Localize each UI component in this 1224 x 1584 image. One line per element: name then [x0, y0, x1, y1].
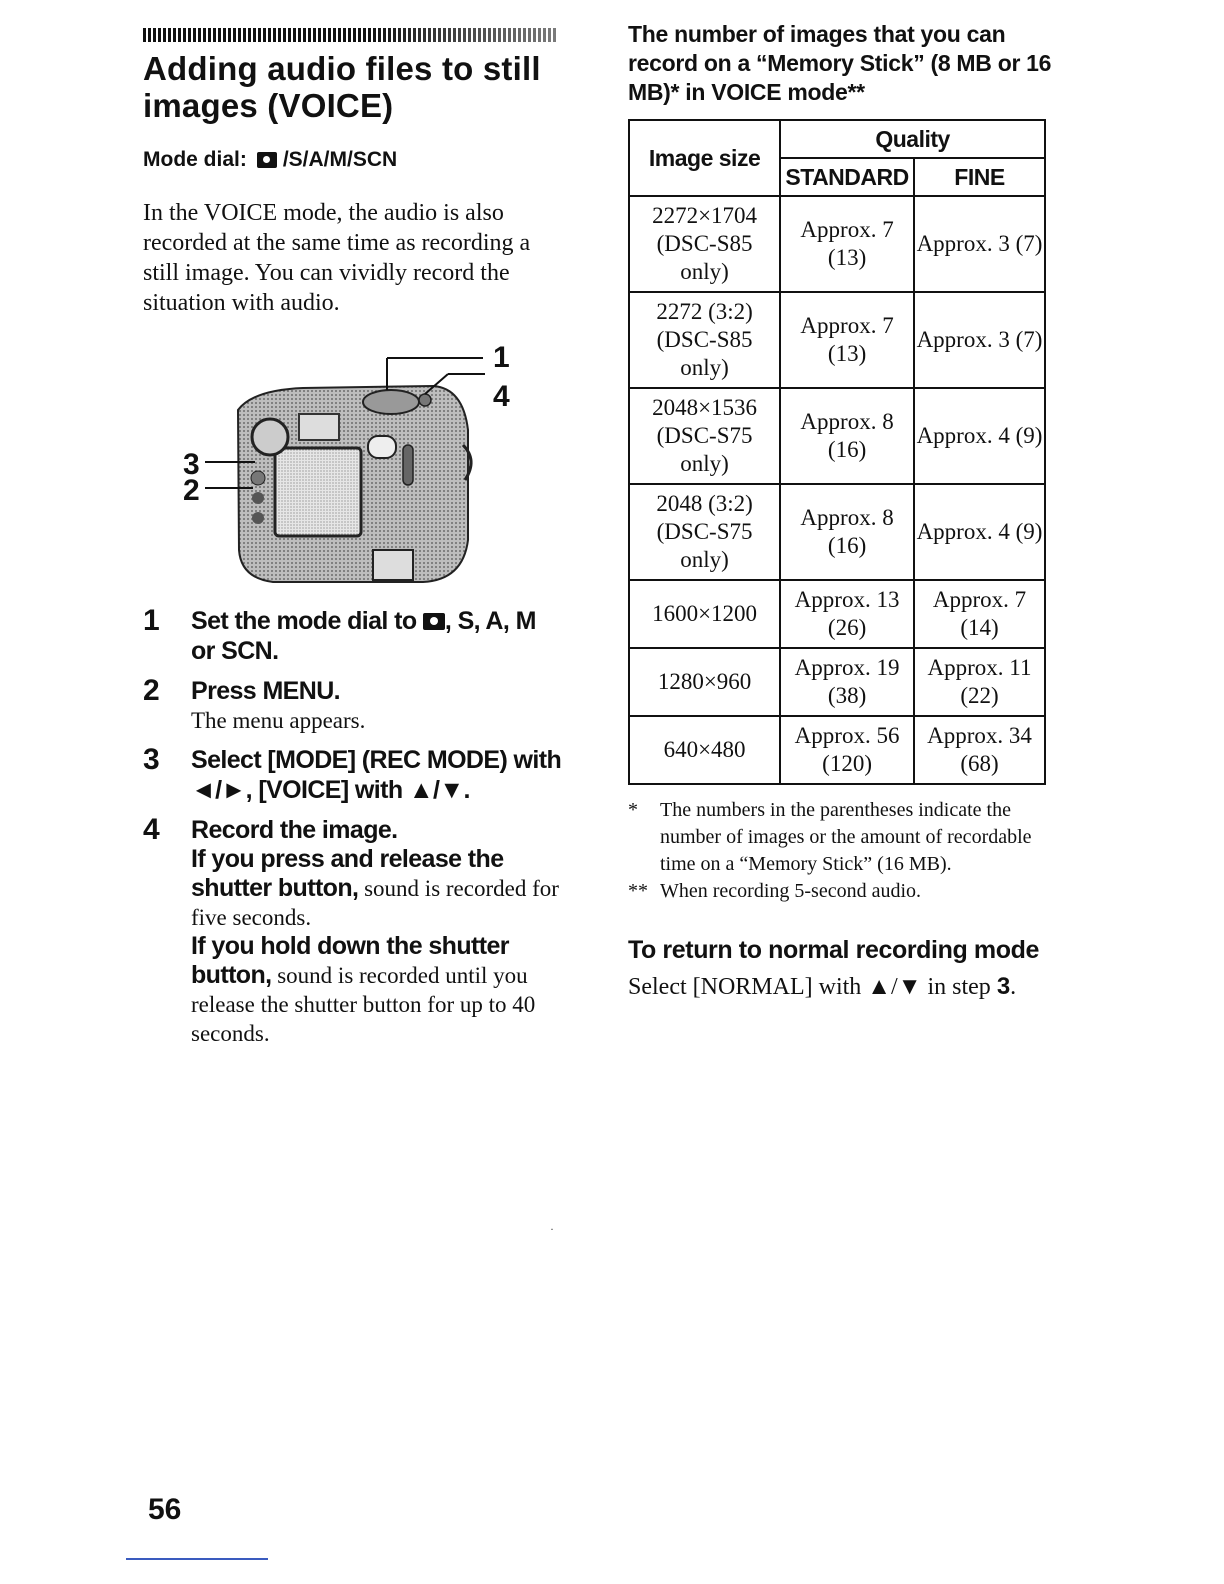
camera-mode-icon: [423, 613, 445, 630]
mode-dial-label: Mode dial:: [143, 148, 247, 171]
step-number: 1: [143, 604, 160, 637]
cell-fine: Approx. 11 (22): [914, 648, 1045, 716]
steps-list: [143, 606, 563, 1048]
footnote-1: [628, 797, 1053, 878]
title-decoration-bar: [143, 28, 558, 42]
cell-size: 640×480: [629, 716, 780, 784]
step-title-pre: Set the mode dial to: [191, 607, 417, 635]
cell-size: 2272 (3:2) (DSC-S85 only): [629, 292, 780, 388]
camera-mode-icon: [257, 152, 277, 168]
header-image-size: Image size: [629, 120, 780, 196]
cell-standard: Approx. 8 (16): [780, 388, 914, 484]
step-1: [143, 606, 563, 666]
step-number: 4: [143, 813, 160, 846]
footnote-2-mark: **: [628, 880, 648, 902]
footnote-2-text: When recording 5-second audio.: [660, 880, 922, 902]
header-fine: FINE: [914, 158, 1045, 196]
callout-2: 2: [183, 474, 200, 507]
step-title: [191, 606, 563, 666]
mode-dial-value: /S/A/M/SCN: [282, 148, 398, 171]
cell-size: 1600×1200: [629, 580, 780, 648]
cell-size: 1280×960: [629, 648, 780, 716]
header-standard: STANDARD: [780, 158, 914, 196]
intro-paragraph: In the VOICE mode, the audio is also recorded at the same time as recording a still image. You can vividly record the situation with audio.: [143, 200, 531, 316]
table-row: [629, 716, 1045, 784]
cell-standard: Approx. 19 (38): [780, 648, 914, 716]
right-column: [628, 20, 1053, 1002]
table-row: [629, 580, 1045, 648]
table-row: [629, 292, 1045, 388]
cell-fine: Approx. 3 (7): [914, 196, 1045, 292]
step-description: The menu appears.: [191, 708, 366, 733]
cell-size: 2048×1536 (DSC-S75 only): [629, 388, 780, 484]
step-2: [143, 676, 563, 735]
cell-standard: Approx. 8 (16): [780, 484, 914, 580]
callout-3: 3: [183, 448, 200, 481]
return-text-pre: Select [NORMAL] with ▲/▼ in step: [628, 974, 991, 1000]
footnote-1-text: The numbers in the parentheses indicate the number of images or the amount of recordable time on a “Memory Stick” (16 MB).: [660, 799, 1032, 875]
step-sub-1: [191, 845, 563, 932]
cell-standard: Approx. 7 (13): [780, 196, 914, 292]
return-step-ref: 3: [996, 973, 1011, 1000]
callout-1: 1: [493, 341, 510, 374]
step-sub-2-text: sound is recorded until you release the shutter button for up to 40 seconds.: [191, 963, 536, 1046]
step-3: [143, 745, 563, 805]
left-column: [143, 28, 563, 1048]
table-heading: The number of images that you can record on a “Memory Stick” (8 MB or 16 MB)* in VOICE mode**: [628, 21, 1052, 105]
return-heading: To return to normal recording mode: [628, 936, 1039, 964]
cell-fine: Approx. 4 (9): [914, 484, 1045, 580]
camera-drawing-icon: [143, 350, 523, 590]
step-sub-2: [191, 932, 563, 1048]
table-row: [629, 388, 1045, 484]
step-number: 2: [143, 674, 160, 707]
header-quality: Quality: [780, 120, 1045, 158]
cell-fine: Approx. 3 (7): [914, 292, 1045, 388]
footnote-2: [628, 878, 1053, 905]
step-title: Press MENU.: [191, 677, 341, 705]
step-title-post: , S, A, M or SCN.: [191, 607, 536, 665]
cell-standard: Approx. 7 (13): [780, 292, 914, 388]
step-sub-1-bold: If you press and release the shutter button,: [191, 845, 504, 902]
footnote-1-mark: *: [628, 799, 638, 821]
camera-illustration: [143, 341, 523, 590]
step-title: Select [MODE] (REC MODE) with ◄/►, [VOICE] with ▲/▼.: [191, 746, 562, 804]
cell-fine: Approx. 4 (9): [914, 388, 1045, 484]
cell-standard: Approx. 56 (120): [780, 716, 914, 784]
page-bottom-rule: [126, 1558, 268, 1560]
callout-4: 4: [493, 380, 510, 413]
table-row: [629, 196, 1045, 292]
image-count-table: [628, 119, 1046, 785]
cell-size: 2048 (3:2) (DSC-S75 only): [629, 484, 780, 580]
mode-dial-line: [143, 148, 563, 172]
return-text: [628, 972, 1053, 1002]
cell-fine: Approx. 34 (68): [914, 716, 1045, 784]
step-sub-2-bold: If you hold down the shutter button,: [191, 932, 509, 989]
return-period: .: [1010, 974, 1017, 1000]
scan-speck: ·: [550, 1222, 554, 1236]
page-title: Adding audio files to still images (VOICE): [143, 50, 541, 124]
page-number: 56: [148, 1493, 182, 1526]
step-4: [143, 815, 563, 1048]
table-row: [629, 484, 1045, 580]
step-title: Record the image.: [191, 816, 398, 844]
cell-fine: Approx. 7 (14): [914, 580, 1045, 648]
step-sub-1-text: sound is recorded for five seconds.: [191, 876, 559, 930]
cell-size: 2272×1704 (DSC-S85 only): [629, 196, 780, 292]
table-row: [629, 648, 1045, 716]
cell-standard: Approx. 13 (26): [780, 580, 914, 648]
step-number: 3: [143, 743, 160, 776]
